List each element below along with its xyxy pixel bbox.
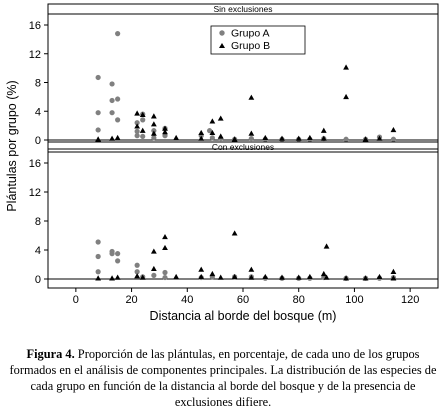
- point-grupo-b: [109, 136, 115, 141]
- x-tick-label: 20: [125, 294, 138, 306]
- point-grupo-b: [151, 248, 157, 253]
- point-grupo-b: [198, 267, 204, 272]
- point-grupo-a: [162, 275, 167, 280]
- point-grupo-b: [321, 271, 327, 276]
- point-grupo-b: [324, 243, 330, 248]
- point-grupo-b: [173, 274, 179, 279]
- caption-text: Proporción de las plántulas, en porcentaje, de cada uno de los grupos formados en el análisis de componentes principales. La distribución de las especies de cada grupo en función de la distancia al borde del bosque y de la presencia de exclusiones difiere.: [9, 347, 437, 409]
- point-grupo-b: [151, 266, 157, 271]
- point-grupo-a: [115, 31, 120, 36]
- point-grupo-b: [109, 275, 115, 280]
- y-tick-label: 16: [28, 158, 41, 170]
- strip-label: Sin exclusiones: [213, 4, 273, 14]
- point-grupo-a: [391, 137, 396, 142]
- panel-frame: [48, 142, 438, 288]
- point-grupo-b: [262, 135, 268, 140]
- point-grupo-a: [115, 117, 120, 122]
- caption-label: Figura 4.: [26, 347, 75, 361]
- point-grupo-b: [162, 245, 168, 250]
- x-tick-label: 0: [72, 294, 79, 306]
- point-grupo-b: [198, 130, 204, 135]
- point-grupo-b: [95, 275, 101, 280]
- point-grupo-a: [140, 134, 145, 139]
- legend: [211, 26, 305, 54]
- point-grupo-b: [218, 133, 224, 138]
- point-grupo-a: [135, 263, 140, 268]
- point-grupo-a: [96, 75, 101, 80]
- point-grupo-a: [151, 135, 156, 140]
- point-grupo-b: [307, 274, 313, 279]
- y-tick-label: 12: [28, 187, 41, 199]
- point-grupo-b: [307, 135, 313, 140]
- point-grupo-a: [96, 239, 101, 244]
- y-tick-label: 0: [34, 274, 41, 286]
- y-axis-ticks: [29, 158, 438, 286]
- point-grupo-b: [115, 135, 121, 140]
- point-grupo-b: [95, 136, 101, 141]
- point-grupo-b: [321, 128, 327, 133]
- point-grupo-a: [109, 81, 114, 86]
- point-grupo-a: [140, 117, 145, 122]
- y-axis-label: Plántulas por grupo (%): [5, 80, 19, 212]
- point-grupo-b: [209, 271, 215, 276]
- point-grupo-b: [151, 113, 157, 118]
- figure-caption: [4, 346, 442, 410]
- point-grupo-b: [134, 110, 140, 115]
- point-grupo-b: [343, 94, 349, 99]
- y-tick-label: 4: [34, 245, 41, 257]
- point-grupo-a: [96, 254, 101, 259]
- point-grupo-a: [109, 251, 114, 256]
- point-grupo-a: [162, 270, 167, 275]
- strip-label: Con exclusiones: [211, 142, 275, 152]
- point-grupo-b: [115, 275, 121, 280]
- point-grupo-b: [218, 275, 224, 280]
- x-axis-label: Distancia al borde del bosque (m): [149, 309, 337, 323]
- x-tick-label: 40: [181, 294, 194, 306]
- point-grupo-b: [134, 273, 140, 278]
- point-grupo-a: [249, 136, 254, 141]
- x-tick-label: 120: [400, 294, 420, 306]
- panel-sin-exclusiones: [29, 4, 438, 149]
- point-grupo-b: [218, 115, 224, 120]
- point-grupo-b: [173, 135, 179, 140]
- point-grupo-b: [151, 121, 157, 126]
- x-tick-label: 80: [292, 294, 305, 306]
- point-grupo-a: [115, 96, 120, 101]
- y-tick-label: 12: [28, 48, 41, 61]
- point-grupo-a: [115, 258, 120, 263]
- point-grupo-a: [135, 133, 140, 138]
- point-grupo-a: [115, 251, 120, 256]
- point-grupo-b: [377, 274, 383, 279]
- point-grupo-b: [248, 267, 254, 272]
- legend-label-grupo-b: Grupo B: [231, 40, 271, 52]
- point-grupo-a: [96, 110, 101, 115]
- point-grupo-b: [343, 64, 349, 69]
- y-tick-label: 4: [34, 106, 41, 119]
- point-grupo-a: [343, 137, 348, 142]
- x-tick-label: 100: [345, 294, 364, 306]
- y-tick-label: 16: [28, 20, 41, 32]
- y-tick-label: 0: [34, 135, 41, 147]
- x-tick-label: 60: [236, 294, 250, 306]
- point-grupo-b: [248, 95, 254, 100]
- y-tick-label: 8: [34, 216, 41, 228]
- legend-label-grupo-a: Grupo A: [231, 27, 270, 40]
- point-grupo-b: [391, 127, 397, 132]
- x-axis-ticks: [73, 288, 420, 306]
- point-grupo-a: [96, 269, 101, 274]
- y-tick-label: 8: [34, 77, 41, 90]
- point-grupo-b: [162, 234, 168, 239]
- point-grupo-b: [140, 128, 146, 133]
- point-grupo-a: [109, 98, 114, 103]
- point-grupo-b: [391, 269, 397, 274]
- legend-marker-grupo-a: [219, 30, 224, 35]
- panel-con-exclusiones: [29, 142, 438, 288]
- data-points: [95, 230, 396, 281]
- point-grupo-a: [210, 135, 215, 140]
- point-grupo-b: [232, 230, 238, 235]
- point-grupo-a: [96, 127, 101, 132]
- point-grupo-b: [209, 118, 215, 123]
- point-grupo-b: [248, 131, 254, 136]
- point-grupo-a: [109, 110, 114, 115]
- point-grupo-b: [262, 274, 268, 279]
- point-grupo-a: [151, 273, 156, 278]
